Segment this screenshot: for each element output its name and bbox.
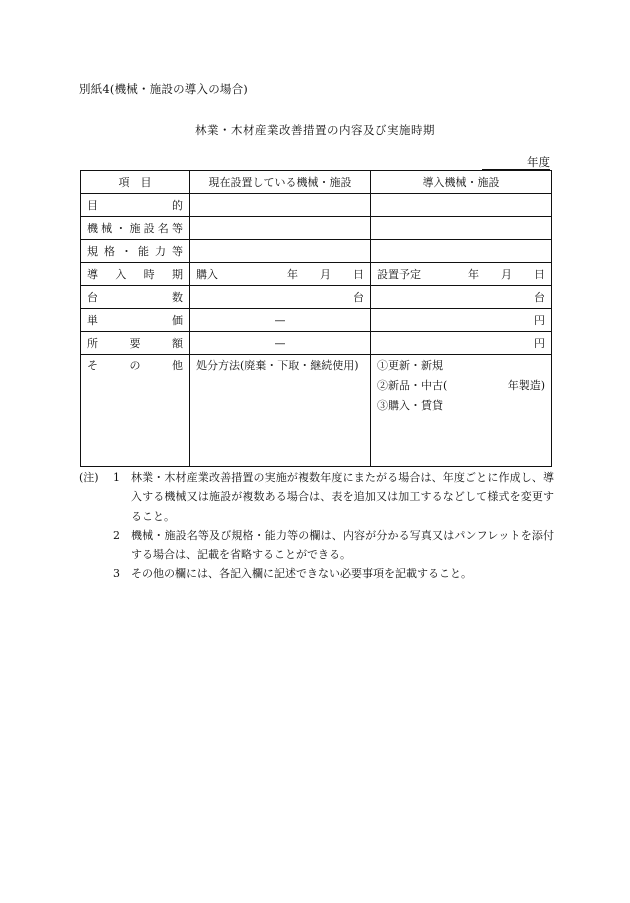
label-char: 等 bbox=[172, 245, 183, 258]
note-item: 2 機械・施設名等及び規格・能力等の欄は、内容が分かる写真又はパンフレットを添付する場合は、記載を省略することができる。 bbox=[79, 526, 554, 565]
cell-other-new[interactable] bbox=[371, 355, 552, 467]
cell-unit-price-new[interactable] bbox=[371, 309, 552, 332]
row-period bbox=[81, 263, 552, 286]
label-char: 機 bbox=[87, 222, 98, 235]
label-char: 目 bbox=[87, 199, 98, 212]
label-char: 能 bbox=[138, 245, 149, 258]
label-char: 力 bbox=[155, 245, 166, 258]
header-new-equipment: 導入機械・施設 bbox=[371, 171, 552, 194]
cell-count-new[interactable] bbox=[371, 286, 552, 309]
cell-purpose-new[interactable] bbox=[371, 194, 552, 217]
row-label-text bbox=[87, 312, 183, 328]
cell-period-new[interactable] bbox=[371, 263, 552, 286]
unit-label: 円 bbox=[534, 337, 545, 350]
label-purpose bbox=[81, 194, 190, 217]
label-char: 名 bbox=[157, 222, 169, 235]
row-required-amount bbox=[81, 332, 552, 355]
planned-installation-label: 設置予定 bbox=[377, 268, 421, 281]
row-label-text bbox=[87, 266, 183, 282]
disposal-method-text: 処分方法(廃棄・下取・継続使用) bbox=[196, 359, 359, 372]
label-other bbox=[81, 355, 190, 467]
row-name bbox=[81, 217, 552, 240]
label-required-amount bbox=[81, 332, 190, 355]
label-char: 時 bbox=[143, 268, 155, 281]
row-spec bbox=[81, 240, 552, 263]
label-char: 所 bbox=[87, 337, 98, 350]
label-char: の bbox=[129, 359, 141, 372]
label-char: 台 bbox=[87, 291, 98, 304]
notes-heading: (注) bbox=[79, 471, 99, 484]
row-count bbox=[81, 286, 552, 309]
unit-label: 円 bbox=[534, 314, 545, 327]
option-new-used: ②新品・中古( 年製造) bbox=[377, 379, 545, 392]
label-char: 額 bbox=[172, 337, 183, 350]
day-label: 日 bbox=[353, 268, 364, 281]
header-current-equipment: 現在設置している機械・施設 bbox=[190, 171, 371, 194]
unit-label: 台 bbox=[534, 291, 545, 304]
label-char: 規 bbox=[87, 245, 98, 258]
row-label-text bbox=[87, 356, 183, 376]
note-text: その他の欄には、各記入欄に記述できない必要事項を記載すること。 bbox=[131, 567, 472, 581]
row-label-text bbox=[87, 197, 183, 213]
month-label: 月 bbox=[501, 268, 512, 281]
row-other bbox=[81, 355, 552, 467]
cell-required-current bbox=[190, 332, 371, 355]
cell-spec-current[interactable] bbox=[190, 240, 371, 263]
purchase-label: 購入 bbox=[196, 268, 218, 281]
notes-section bbox=[79, 468, 554, 584]
cell-spec-new[interactable] bbox=[371, 240, 552, 263]
label-char: 数 bbox=[172, 291, 183, 304]
unit-label: 台 bbox=[353, 291, 364, 304]
note-text: 機械・施設名等及び規格・能力等の欄は、内容が分かる写真又はパンフレットを添付する場合は、記載を省略することができる。 bbox=[131, 528, 554, 562]
label-char: 導 bbox=[87, 268, 98, 281]
label-char: 的 bbox=[172, 199, 183, 212]
label-count bbox=[81, 286, 190, 309]
label-unit-price bbox=[81, 309, 190, 332]
label-char: 価 bbox=[172, 314, 183, 327]
row-label-text bbox=[87, 220, 183, 236]
day-label: 日 bbox=[534, 268, 545, 281]
cell-purpose-current[interactable] bbox=[190, 194, 371, 217]
label-char: 期 bbox=[171, 268, 183, 281]
improvement-measures-table bbox=[80, 170, 552, 467]
not-applicable-dash: — bbox=[274, 336, 286, 350]
label-char: 単 bbox=[87, 314, 98, 327]
cell-required-new[interactable] bbox=[371, 332, 552, 355]
cell-name-new[interactable] bbox=[371, 217, 552, 240]
label-char: そ bbox=[87, 359, 98, 372]
option-purchase-lease: ③購入・賃貸 bbox=[377, 399, 443, 412]
row-label-text bbox=[87, 335, 183, 351]
row-unit-price bbox=[81, 309, 552, 332]
label-char: 他 bbox=[172, 359, 183, 372]
option-renew-new: ①更新・新規 bbox=[377, 359, 443, 372]
note-text: 林業・木材産業改善措置の実施が複数年度にまたがる場合は、年度ごとに作成し、導入する機械又は施設が複数ある場合は、表を追加又は加工するなどして様式を変更すること。 bbox=[131, 471, 554, 523]
row-label-text bbox=[87, 289, 183, 305]
cell-name-current[interactable] bbox=[190, 217, 371, 240]
label-char: 械 bbox=[101, 222, 113, 235]
header-item: 項 目 bbox=[81, 171, 190, 194]
label-spec bbox=[81, 240, 190, 263]
cell-other-current[interactable] bbox=[190, 355, 371, 467]
cell-count-current[interactable] bbox=[190, 286, 371, 309]
label-char: ・ bbox=[115, 222, 127, 235]
note-item: 3 その他の欄には、各記入欄に記述できない必要事項を記載すること。 bbox=[79, 564, 554, 583]
label-char: 格 bbox=[104, 245, 115, 258]
cell-unit-price-current bbox=[190, 309, 371, 332]
row-purpose bbox=[81, 194, 552, 217]
not-applicable-dash: — bbox=[274, 313, 286, 327]
label-period bbox=[81, 263, 190, 286]
label-char: 等 bbox=[171, 222, 183, 235]
label-char: 設 bbox=[143, 222, 155, 235]
label-char: ・ bbox=[121, 245, 132, 258]
label-char: 要 bbox=[129, 337, 141, 350]
table-header-row bbox=[81, 171, 552, 194]
fiscal-year-label: 年度 bbox=[527, 155, 550, 169]
row-label-text bbox=[87, 243, 183, 259]
fiscal-year-field[interactable] bbox=[482, 155, 550, 170]
cell-period-current[interactable] bbox=[190, 263, 371, 286]
label-equipment-name bbox=[81, 217, 190, 240]
label-char: 施 bbox=[129, 222, 141, 235]
year-label: 年 bbox=[468, 268, 479, 281]
month-label: 月 bbox=[320, 268, 331, 281]
note-item: 1 林業・木材産業改善措置の実施が複数年度にまたがる場合は、年度ごとに作成し、導入する機械又は施設が複数ある場合は、表を追加又は加工するなどして様式を変更すること。 bbox=[79, 468, 554, 526]
label-char: 入 bbox=[115, 268, 127, 281]
document-title: 林業・木材産業改善措置の内容及び実施時期 bbox=[195, 123, 435, 137]
appendix-label: 別紙4(機械・施設の導入の場合) bbox=[79, 82, 248, 96]
year-label: 年 bbox=[287, 268, 298, 281]
